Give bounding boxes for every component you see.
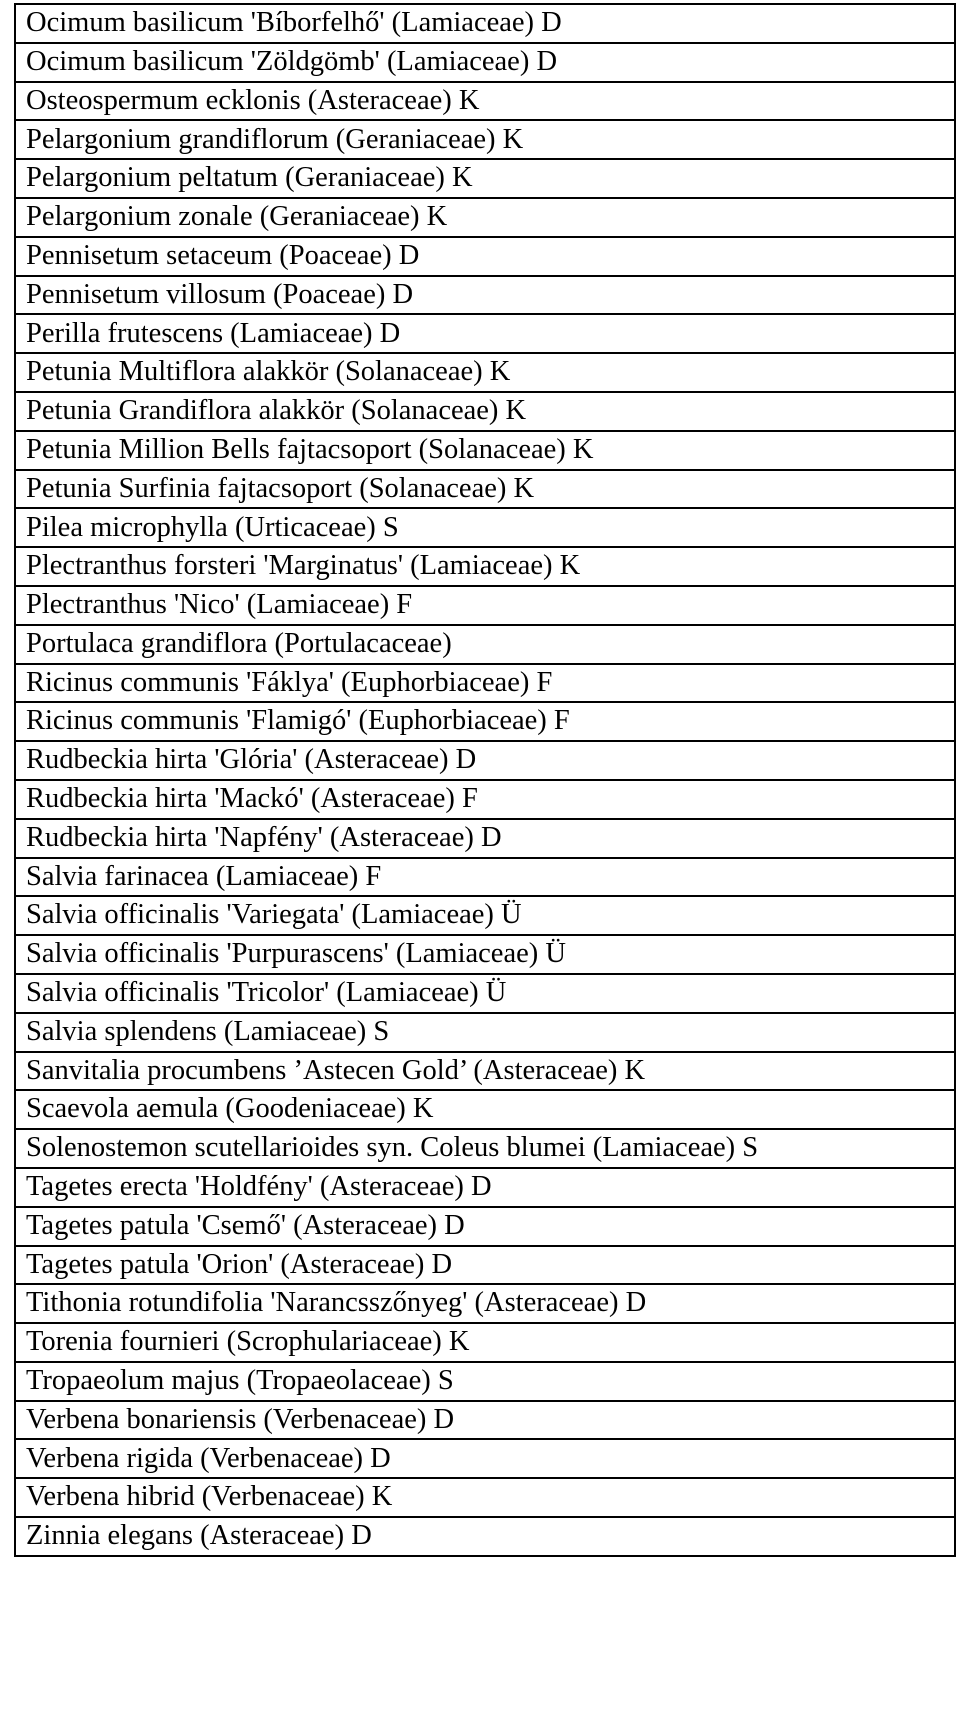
table-row: [15, 1439, 955, 1478]
plant-entry-cell: Osteospermum ecklonis (Asteraceae) K: [15, 82, 955, 121]
plant-entry-cell: Verbena rigida (Verbenaceae) D: [15, 1439, 955, 1478]
table-row: [15, 1052, 955, 1091]
table-row: [15, 1246, 955, 1285]
plant-list-body: [15, 4, 955, 1556]
table-row: [15, 1362, 955, 1401]
table-row: [15, 858, 955, 897]
table-row: [15, 702, 955, 741]
plant-entry-cell: Tagetes erecta 'Holdfény' (Asteraceae) D: [15, 1168, 955, 1207]
plant-list-table: [14, 3, 956, 1557]
plant-entry-cell: Scaevola aemula (Goodeniaceae) K: [15, 1090, 955, 1129]
plant-entry-cell: Salvia officinalis 'Tricolor' (Lamiaceae) Ü: [15, 974, 955, 1013]
table-row: [15, 431, 955, 470]
table-row: [15, 237, 955, 276]
plant-entry-cell: Tropaeolum majus (Tropaeolaceae) S: [15, 1362, 955, 1401]
plant-entry-cell: Ricinus communis 'Fáklya' (Euphorbiaceae) F: [15, 664, 955, 703]
plant-entry-cell: Ricinus communis 'Flamigó' (Euphorbiaceae) F: [15, 702, 955, 741]
plant-entry-cell: Salvia officinalis 'Purpurascens' (Lamiaceae) Ü: [15, 935, 955, 974]
table-row: [15, 625, 955, 664]
plant-entry-cell: Petunia Million Bells fajtacsoport (Solanaceae) K: [15, 431, 955, 470]
table-row: [15, 974, 955, 1013]
plant-entry-cell: Tagetes patula 'Orion' (Asteraceae) D: [15, 1246, 955, 1285]
plant-entry-cell: Portulaca grandiflora (Portulacaceae): [15, 625, 955, 664]
plant-entry-cell: Pennisetum villosum (Poaceae) D: [15, 276, 955, 315]
table-row: [15, 664, 955, 703]
table-row: [15, 780, 955, 819]
plant-entry-cell: Petunia Surfinia fajtacsoport (Solanaceae) K: [15, 470, 955, 509]
plant-entry-cell: Pelargonium peltatum (Geraniaceae) K: [15, 159, 955, 198]
table-row: [15, 1284, 955, 1323]
plant-entry-cell: Ocimum basilicum 'Bíborfelhő' (Lamiaceae) D: [15, 4, 955, 43]
table-row: [15, 82, 955, 121]
table-row: [15, 159, 955, 198]
plant-entry-cell: Zinnia elegans (Asteraceae) D: [15, 1517, 955, 1556]
plant-entry-cell: Verbena hibrid (Verbenaceae) K: [15, 1478, 955, 1517]
plant-entry-cell: Petunia Multiflora alakkör (Solanaceae) K: [15, 353, 955, 392]
plant-entry-cell: Tagetes patula 'Csemő' (Asteraceae) D: [15, 1207, 955, 1246]
table-row: [15, 508, 955, 547]
table-row: [15, 935, 955, 974]
plant-entry-cell: Pennisetum setaceum (Poaceae) D: [15, 237, 955, 276]
table-row: [15, 819, 955, 858]
table-row: [15, 741, 955, 780]
table-row: [15, 470, 955, 509]
table-row: [15, 353, 955, 392]
plant-entry-cell: Rudbeckia hirta 'Mackó' (Asteraceae) F: [15, 780, 955, 819]
table-row: [15, 586, 955, 625]
table-row: [15, 4, 955, 43]
table-row: [15, 392, 955, 431]
table-row: [15, 1401, 955, 1440]
table-row: [15, 43, 955, 82]
plant-entry-cell: Torenia fournieri (Scrophulariaceae) K: [15, 1323, 955, 1362]
table-row: [15, 1207, 955, 1246]
plant-entry-cell: Petunia Grandiflora alakkör (Solanaceae) K: [15, 392, 955, 431]
table-row: [15, 1478, 955, 1517]
plant-entry-cell: Solenostemon scutellarioides syn. Coleus blumei (Lamiaceae) S: [15, 1129, 955, 1168]
table-row: [15, 1517, 955, 1556]
table-row: [15, 198, 955, 237]
table-row: [15, 547, 955, 586]
plant-entry-cell: Plectranthus forsteri 'Marginatus' (Lamiaceae) K: [15, 547, 955, 586]
table-row: [15, 314, 955, 353]
plant-entry-cell: Perilla frutescens (Lamiaceae) D: [15, 314, 955, 353]
plant-entry-cell: Pelargonium grandiflorum (Geraniaceae) K: [15, 120, 955, 159]
plant-entry-cell: Salvia farinacea (Lamiaceae) F: [15, 858, 955, 897]
plant-entry-cell: Salvia officinalis 'Variegata' (Lamiaceae) Ü: [15, 896, 955, 935]
table-row: [15, 1323, 955, 1362]
plant-entry-cell: Rudbeckia hirta 'Glória' (Asteraceae) D: [15, 741, 955, 780]
plant-entry-cell: Salvia splendens (Lamiaceae) S: [15, 1013, 955, 1052]
plant-entry-cell: Ocimum basilicum 'Zöldgömb' (Lamiaceae) D: [15, 43, 955, 82]
plant-entry-cell: Tithonia rotundifolia 'Narancsszőnyeg' (Asteraceae) D: [15, 1284, 955, 1323]
table-row: [15, 120, 955, 159]
plant-entry-cell: Plectranthus 'Nico' (Lamiaceae) F: [15, 586, 955, 625]
table-row: [15, 276, 955, 315]
table-row: [15, 1168, 955, 1207]
plant-entry-cell: Verbena bonariensis (Verbenaceae) D: [15, 1401, 955, 1440]
table-row: [15, 1090, 955, 1129]
table-row: [15, 896, 955, 935]
plant-entry-cell: Pelargonium zonale (Geraniaceae) K: [15, 198, 955, 237]
table-row: [15, 1129, 955, 1168]
plant-entry-cell: Sanvitalia procumbens ’Astecen Gold’ (Asteraceae) K: [15, 1052, 955, 1091]
plant-entry-cell: Pilea microphylla (Urticaceae) S: [15, 508, 955, 547]
table-row: [15, 1013, 955, 1052]
plant-entry-cell: Rudbeckia hirta 'Napfény' (Asteraceae) D: [15, 819, 955, 858]
